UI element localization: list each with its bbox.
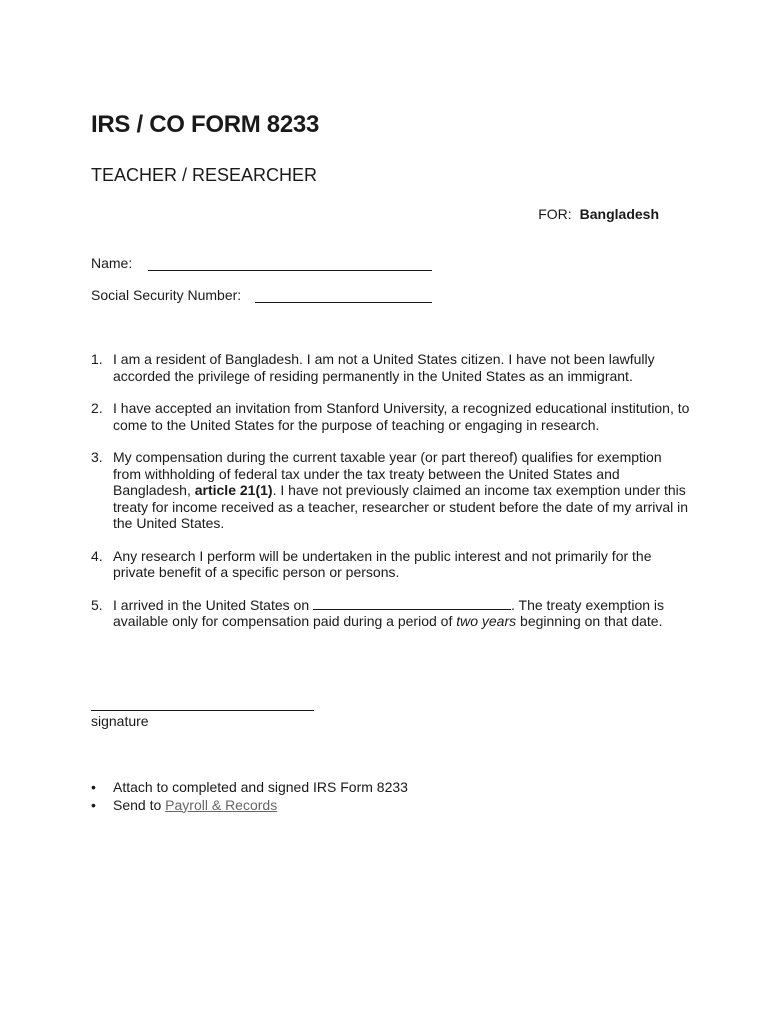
- form-title: IRS / CO FORM 8233: [91, 111, 319, 138]
- item-text-before: I arrived in the United States on: [113, 596, 313, 613]
- item-text-after: . I have not previously claimed an income tax exemption under this treaty for income received as a teacher, researcher or student before the date of my arrival in the United States.: [113, 482, 689, 531]
- for-country-value: Bangladesh: [579, 206, 659, 222]
- signature-line[interactable]: [91, 710, 314, 711]
- item-text: [113, 597, 664, 630]
- instructions-list: [91, 779, 408, 814]
- instruction-item: [91, 797, 408, 815]
- for-country-line: [538, 206, 659, 222]
- name-label: Name:: [91, 255, 133, 271]
- item-text: Any research I perform will be undertaken in the public interest and not primarily for the private benefit of a specific person or persons.: [113, 547, 652, 580]
- bullet-icon: •: [91, 779, 96, 795]
- item-text: I have accepted an invitation from Stanford University, a recognized educational institution, to come to the United States for the purpose of teaching or engaging in research.: [113, 400, 690, 433]
- statement-item: [91, 597, 691, 630]
- statement-list: [91, 351, 691, 646]
- article-reference: article 21(1): [194, 482, 273, 498]
- ssn-label: Social Security Number:: [91, 287, 242, 303]
- item-number: 1.: [91, 351, 103, 367]
- instruction-item: [91, 779, 408, 797]
- arrival-date-blank[interactable]: [313, 597, 511, 610]
- bullet-icon: •: [91, 796, 96, 813]
- item-text-after: beginning on that date.: [516, 613, 663, 629]
- name-field-row: [91, 255, 432, 271]
- item-text-mid: . The treaty exemption is available only for compensation paid during a period of: [113, 596, 665, 629]
- payroll-records-link[interactable]: Payroll & Records: [165, 796, 278, 813]
- instruction-text: Send to: [113, 796, 166, 813]
- statement-item: [91, 548, 691, 581]
- for-label: FOR:: [538, 206, 572, 222]
- form-subtitle: TEACHER / RESEARCHER: [91, 165, 318, 185]
- item-number: 2.: [91, 400, 103, 416]
- item-number: 3.: [91, 449, 103, 465]
- statement-item: [91, 449, 691, 532]
- item-number: 4.: [91, 547, 103, 564]
- ssn-blank-line[interactable]: [255, 288, 432, 303]
- instruction-text: Attach to completed and signed IRS Form 8233: [113, 779, 408, 795]
- statement-item: [91, 351, 691, 384]
- item-text: I am a resident of Bangladesh. I am not a United States citizen. I have not been lawfully accorded the privilege of residing permanently in the United States as an immigrant.: [113, 351, 655, 384]
- period-duration: two years: [456, 613, 517, 629]
- statement-item: [91, 400, 691, 433]
- item-text-before: My compensation during the current taxable year (or part thereof) qualifies for exemption from withholding of federal tax under the tax treaty between the United States and Bangladesh,: [113, 449, 662, 498]
- item-number: 5.: [91, 596, 103, 613]
- ssn-field-row: [91, 287, 432, 303]
- signature-label: signature: [91, 713, 149, 729]
- name-blank-line[interactable]: [148, 256, 432, 271]
- item-text: [113, 449, 688, 531]
